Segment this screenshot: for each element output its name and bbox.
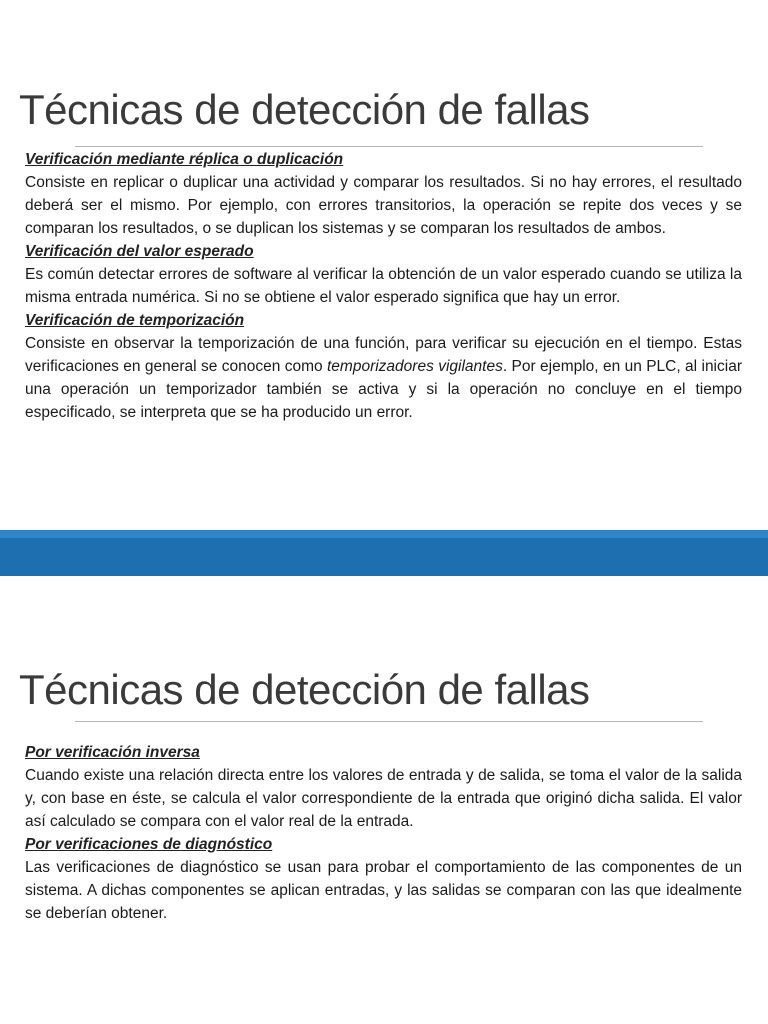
section-heading: Verificación mediante réplica o duplicación <box>25 151 344 168</box>
section-text: Cuando existe una relación directa entre los valores de entrada y de salida, se toma el valor de la salida y, con base en éste, se calcula el valor correspondiente de la entrada que originó dicha salida. El valor así calculado se compara con el valor real de la entrada. <box>25 767 742 830</box>
section <box>25 741 742 833</box>
section-text: Es común detectar errores de software al verificar la obtención de un valor esperado cuando se utiliza la misma entrada numérica. Si no se obtiene el valor esperado significa que hay un error. <box>25 266 742 306</box>
title-divider <box>75 721 703 722</box>
section <box>25 148 742 240</box>
slide-body <box>25 148 742 424</box>
section <box>25 309 742 424</box>
section-text: Las verificaciones de diagnóstico se usan para probar el comportamiento de las componentes de un sistema. A dichas componentes se aplican entradas, y las salidas se comparan con las que idealmente se deberían obtener. <box>25 859 742 922</box>
slide-title: Técnicas de detección de fallas <box>19 86 590 133</box>
section-heading: Verificación del valor esperado <box>25 243 254 260</box>
title-divider <box>75 146 703 147</box>
text-part: Consiste en observar la temporización de una función, para verificar su ejecución en el tiempo. Estas verificaciones en general se conocen como <box>25 335 742 375</box>
text-part: . Por ejemplo, en un PLC, al iniciar una operación un temporizador también se activa y si la operación no concluye en el tiempo especificado, se interpreta que se ha producido un error. <box>25 358 742 421</box>
section-heading: Por verificación inversa <box>25 744 200 761</box>
section <box>25 833 742 925</box>
slide-body <box>25 741 742 925</box>
section-text <box>25 332 742 424</box>
band-highlight <box>0 530 768 538</box>
slide-2 <box>0 576 768 1024</box>
italic-term: temporizadores vigilantes <box>327 358 503 375</box>
section-heading: Verificación de temporización <box>25 312 245 329</box>
section <box>25 240 742 309</box>
slide-title: Técnicas de detección de fallas <box>19 666 590 713</box>
section-heading: Por verificaciones de diagnóstico <box>25 836 273 853</box>
section-text: Consiste en replicar o duplicar una actividad y comparar los resultados. Si no hay errores, el resultado deberá ser el mismo. Por ejemplo, con errores transitorios, la operación se repite dos veces y se comparan los resultados, o se duplican los sistemas y se comparan los resultados de ambos. <box>25 174 742 237</box>
